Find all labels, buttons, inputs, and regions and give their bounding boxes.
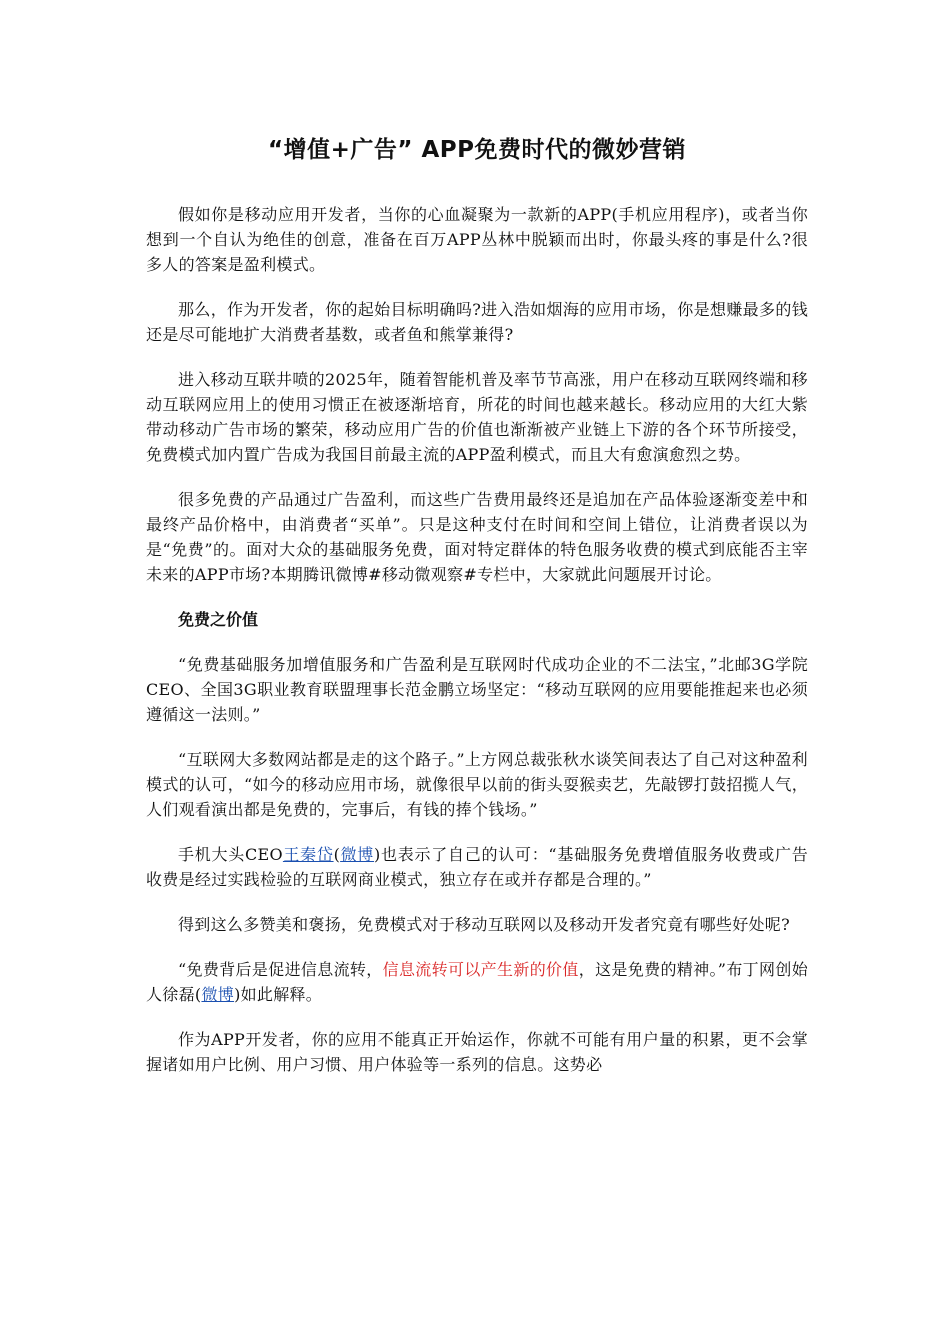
quote-paragraph-wang <box>146 842 808 892</box>
praise-paragraph: 得到这么多赞美和褒扬，免费模式对于移动互联网以及移动开发者究竟有哪些好处呢? <box>178 915 790 934</box>
xu-middle: ，这是免费的精神。”布丁网创始人徐磊 <box>146 960 808 1004</box>
intro-paragraph-2: 那么，作为开发者，你的起始目标明确吗?进入浩如烟海的应用市场，你是想赚最多的钱还是尽可能地扩大消费者基数，或者鱼和熊掌兼得? <box>146 300 808 344</box>
developer-paragraph: 作为APP开发者，你的应用不能真正开始运作，你就不可能有用户量的积累，更不会掌握诸如用户比例、用户习惯、用户体验等一系列的信息。这势必 <box>146 1030 808 1074</box>
wang-suffix: 也表示了自己的认可：“基础服务免费增值服务收费或广告收费是经过实践检验的互联网商业模式，独立存在或并存都是合理的。” <box>146 845 809 889</box>
section-heading: 免费之价值 <box>178 610 259 629</box>
xu-open-paren: ( <box>194 985 202 1004</box>
intro-paragraph-1: 假如你是移动应用开发者，当你的心血凝聚为一款新的APP(手机应用程序)，或者当你想到一个自认为绝佳的创意，准备在百万APP丛林中脱颖而出时，你最头疼的事是什么?很多人的答案是盈利模式。 <box>146 205 808 274</box>
xu-close-paren: ) <box>234 985 241 1004</box>
wang-close-paren: ) <box>374 845 381 864</box>
wang-name-link[interactable]: 王秦岱 <box>282 845 334 864</box>
document-page <box>146 128 808 1097</box>
xu-prefix: “免费背后是促进信息流转， <box>178 960 383 979</box>
xu-highlight-text: 信息流转可以产生新的价值 <box>382 960 579 979</box>
intro-paragraph-3: 进入移动互联井喷的2025年，随着智能机普及率节节高涨，用户在移动互联网终端和移动互联网应用上的使用习惯正在被逐渐培育，所花的时间也越来越长。移动应用的大红大紫带动移动广告市场的繁荣，移动应用广告的价值也渐渐被产业链上下游的各个环节所接受，免费模式加内置广告成为我国目前最主流的APP盈利模式，而且大有愈演愈烈之势。 <box>146 370 808 464</box>
xu-suffix: 如此解释。 <box>240 985 323 1004</box>
quote-paragraph-fan: “免费基础服务加增值服务和广告盈利是互联网时代成功企业的不二法宝，”北邮3G学院CEO、全国3G职业教育联盟理事长范金鹏立场坚定：“移动互联网的应用要能推起来也必须遵循这一法则。” <box>146 655 808 724</box>
wang-weibo-link[interactable]: 微博 <box>340 845 375 864</box>
xu-weibo-link[interactable]: 微博 <box>201 985 235 1004</box>
article-title: “增值+广告” APP免费时代的微妙营销 <box>267 137 687 163</box>
wang-prefix: 手机大头CEO <box>178 845 283 864</box>
quote-paragraph-zhang: “互联网大多数网站都是走的这个路子。”上方网总裁张秋水谈笑间表达了自己对这种盈利模式的认可，“如今的移动应用市场，就像很早以前的街头耍猴卖艺，先敲锣打鼓招揽人气，人们观看演出都是免费的，完事后，有钱的捧个钱场。” <box>146 750 808 819</box>
intro-paragraph-4: 很多免费的产品通过广告盈利，而这些广告费用最终还是追加在产品体验逐渐变差中和最终产品价格中，由消费者“买单”。只是这种支付在时间和空间上错位，让消费者误以为是“免费”的。面对大众的基础服务免费，面对特定群体的特色服务收费的模式到底能否主宰未来的APP市场?本期腾讯微博#移动微观察#专栏中，大家就此问题展开讨论。 <box>146 490 808 584</box>
wang-open-paren: ( <box>333 845 341 864</box>
quote-paragraph-xu <box>146 957 808 1007</box>
